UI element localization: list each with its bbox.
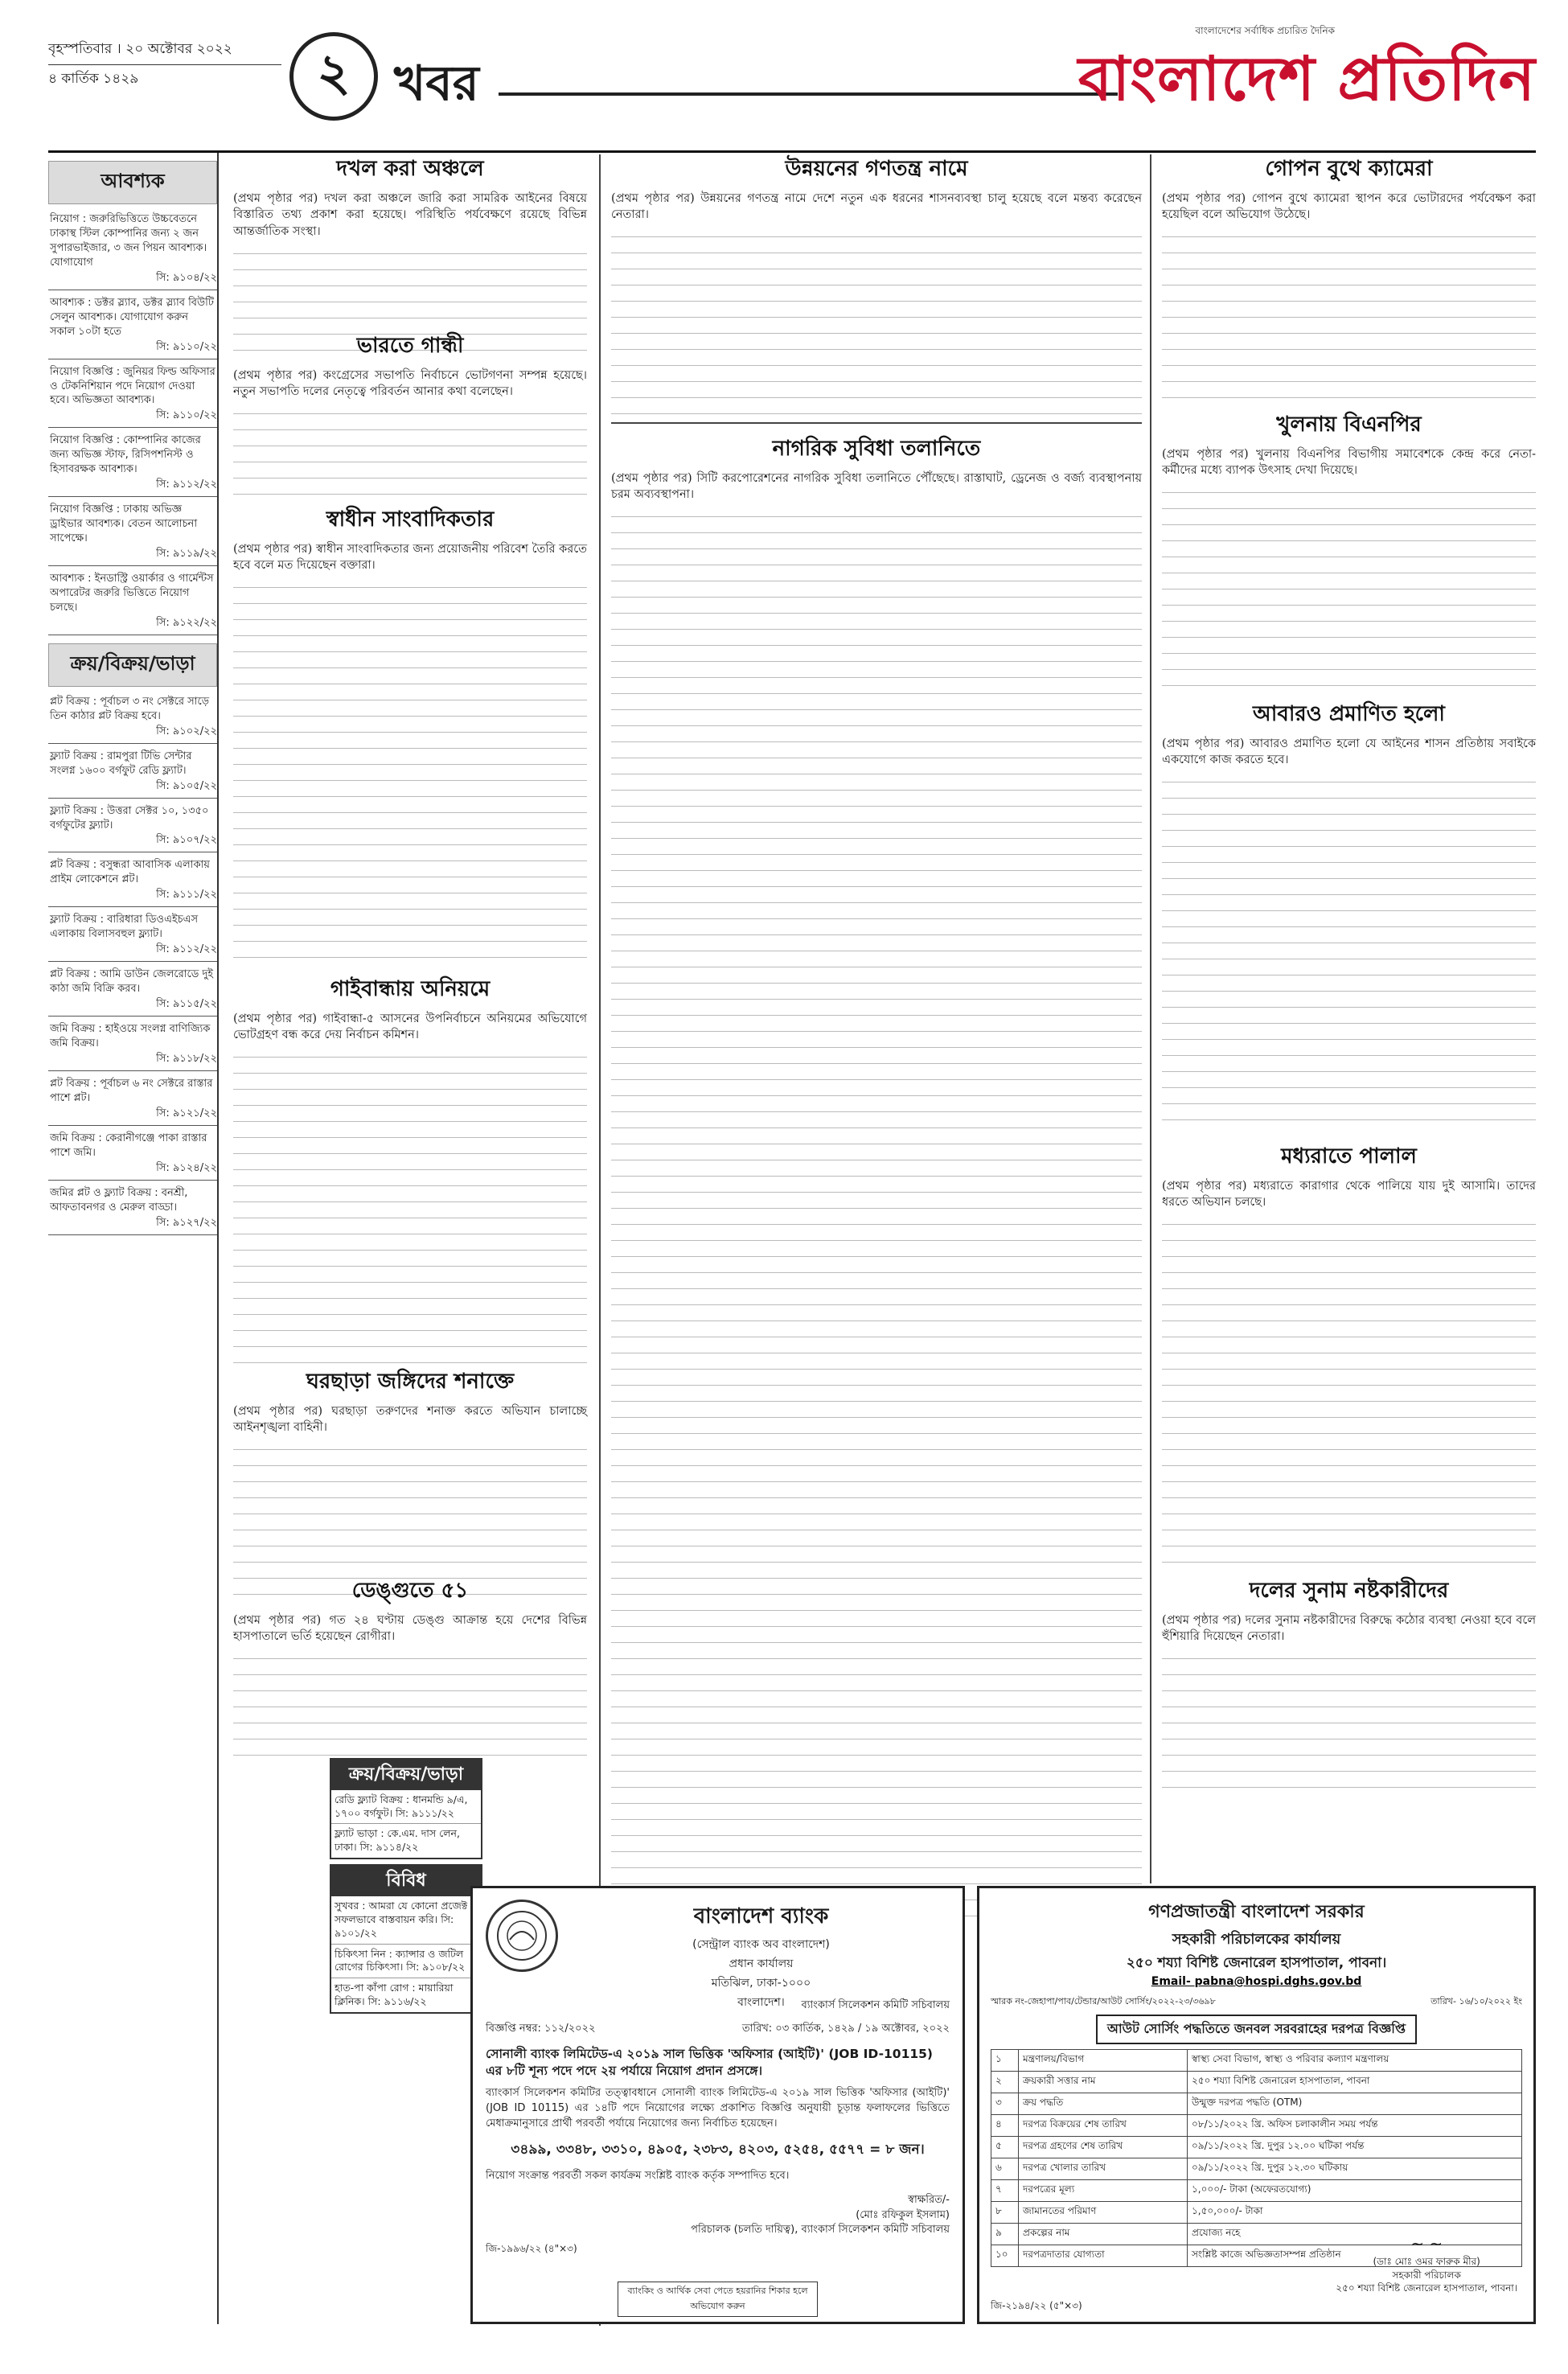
gov-office: সহকারী পরিচালকের কার্যালয়: [1172, 1931, 1341, 1948]
table-row: [991, 2202, 1522, 2224]
article-palal: [1162, 1142, 1536, 1568]
gov-email: Email- pabna@hospi.dghs.gov.bd: [1151, 1975, 1362, 1988]
table-row: [991, 2050, 1522, 2072]
gov-title: গণপ্রজাতন্ত্রী বাংলাদেশ সরকার: [1148, 1902, 1365, 1922]
table-cell: ৪: [991, 2115, 1019, 2137]
gov-headline: আউট সোর্সিং পদ্ধতিতে জনবল সরবরাহের দরপত্র বিজ্ঞপ্তি: [1096, 2015, 1417, 2044]
article-text-lines: [611, 227, 1142, 428]
article-text-lines: [1162, 1214, 1536, 1568]
headline: ঘরছাড়া জঙ্গিদের শনাক্তে: [306, 1370, 515, 1394]
classified-ref: সি: ৯১১৮/২২: [48, 1051, 217, 1071]
article-text-lines: [1162, 772, 1536, 1134]
classified-ref: সি: ৯১১০/২২: [48, 408, 217, 428]
table-row: [991, 2158, 1522, 2180]
page-number: ২: [289, 32, 378, 121]
bank-sign: স্বাক্ষরিত/-: [908, 2194, 950, 2207]
gov-sign-title: সহকারী পরিচালক: [1392, 2269, 1461, 2281]
article-body: (প্রথম পৃষ্ঠার পর) গাইবান্ধা-৫ আসনের উপনির্বাচনে অনিয়মের অভিযোগে ভোটগ্রহণ বন্ধ করে দেয় নির্বাচন কমিশন।: [233, 1012, 587, 1042]
headline: স্বাধীন সাংবাদিকতার: [326, 507, 495, 532]
article-nagorik: [611, 434, 1142, 1930]
classified-ref: সি: ৯১০৫/২২: [48, 778, 217, 799]
classified-ref: সি: ৯১২৪/২২: [48, 1160, 217, 1181]
bank-subname: (সেন্ট্রাল ব্যাংক অব বাংলাদেশ): [692, 1938, 830, 1951]
mini-ad-item: চিকিৎসা নিন : ক্যান্সার ও জটিল রোগের চিকিৎসা। সি: ৯১০৮/২২: [331, 1944, 481, 1978]
classified-ref: সি: ৯১২২/২২: [48, 615, 217, 635]
table-cell: ১০: [991, 2245, 1019, 2267]
bank-name: বাংলাদেশ ব্যাংক: [693, 1904, 829, 1928]
row-rule: [611, 422, 1142, 424]
classified-ref: সি: ৯১১১/২২: [48, 887, 217, 907]
mini-ad-buysell: [330, 1758, 482, 1859]
bank-committee: ব্যাংকার্স সিলেকশন কমিটি সচিবালয়: [801, 1999, 950, 2011]
table-cell: ৭: [991, 2180, 1019, 2202]
table-cell: সংশ্লিষ্ট কাজে অভিজ্ঞতাসম্পন্ন প্রতিষ্ঠান: [1188, 2245, 1522, 2267]
article-text-lines: [233, 577, 587, 971]
article-dengue: [233, 1576, 587, 1769]
article-text-lines: [611, 507, 1142, 1930]
masthead-rule: [499, 92, 1118, 96]
column-rule: [1150, 154, 1151, 1883]
bank-rolls: ৩৪৯৯, ৩৩৪৮, ৩৩১০, ৪৯০৫, ২৩৮৩, ৪২০৩, ৫২৫৪, ৫৫৭৭ = ৮ জন।: [511, 2142, 925, 2158]
article-body: (প্রথম পৃষ্ঠার পর) ঘরছাড়া তরুণদের শনাক্ত করতে অভিযান চালাচ্ছে আইনশৃঙ্খলা বাহিনী।: [233, 1404, 587, 1435]
table-cell: ৮: [991, 2202, 1019, 2224]
classified-ref: সি: ৯১০২/২২: [48, 724, 217, 744]
table-cell: ৩: [991, 2093, 1019, 2115]
classified-ad: প্লট বিক্রয় : পূর্বাচল ৬ নং সেক্টরে রাস্তার পাশে প্লট।: [50, 1077, 213, 1104]
article-body: (প্রথম পৃষ্ঠার পর) খুলনায় বিএনপির বিভাগীয় সমাবেশকে কেন্দ্র করে নেতা-কর্মীদের মধ্যে ব্যাপক উৎসাহ দেখা দিয়েছে।: [1162, 447, 1536, 478]
mini-ad-head: বিবিধ: [331, 1866, 481, 1896]
mini-ad-head: ক্রয়/বিক্রয়/ভাড়া: [331, 1760, 481, 1790]
classified-ad: প্লট বিক্রয় : আমি ডাউন জেলরোডে দুই কাঠা জমি বিক্রি করব।: [50, 968, 214, 996]
mini-ads: [330, 1753, 482, 2019]
classified-ref: সি: ৯১০৪/২২: [48, 270, 217, 290]
article-body: (প্রথম পৃষ্ঠার পর) দখল করা অঞ্চলে জারি করা সামরিক আইনের বিষয়ে বিস্তারিত তথ্য প্রকাশ করা হয়েছে। পরিস্থিতি পর্যবেক্ষণে রয়েছে বিভিন্ন আন্তর্জাতিক সংস্থা।: [233, 191, 587, 239]
mini-ad-misc: [330, 1864, 482, 2014]
article-text-lines: [233, 1047, 587, 1369]
table-cell: ৬: [991, 2158, 1019, 2180]
article-unnayan: [611, 154, 1142, 428]
headline: আবারও প্রমাণিত হলো: [1253, 702, 1445, 726]
mini-ad-item: রেডি ফ্ল্যাট বিক্রয় : ধানমন্ডি ৯/এ, ১৭০০ বর্গফুট। সি: ৯১১১/২২: [335, 1793, 468, 1819]
table-cell: ০৯/১১/২০২২ খ্রি. দুপুর ১২.৩০ ঘটিকায়: [1188, 2158, 1522, 2180]
headline: খুলনায় বিএনপির: [1276, 413, 1422, 437]
classified-ad: নিয়োগ বিজ্ঞপ্তি : জুনিয়র ফিল্ড অফিসার ও টেকনিশিয়ান পদে নিয়োগ দেওয়া হবে। অভিজ্ঞতা আবশ্যক।: [50, 365, 215, 407]
bank-country: বাংলাদেশ।: [737, 1996, 785, 2009]
bank-ref: জি-১৯৯৬/২২ (৪"×৩): [486, 2242, 577, 2254]
classified-ad: নিয়োগ : জরুরিভিত্তিতে উচ্চবেতনে ঢাকাস্থ স্টিল কোম্পানির জন্য ২ জন সুপারভাইজার, ৩ জন পিয়ন আবশ্যক। যোগাযোগ: [50, 213, 207, 269]
article-body: (প্রথম পৃষ্ঠার পর) মধ্যরাতে কারাগার থেকে পালিয়ে যায় দুই আসামি। তাদের ধরতে অভিযান চলছে।: [1162, 1179, 1536, 1210]
article-sangbadikota: [233, 505, 587, 971]
classified-ad: ফ্ল্যাট বিক্রয় : উত্তরা সেক্টর ১০, ১৩৫০ বর্গফুটের ফ্ল্যাট।: [50, 804, 209, 832]
classifieds-buysell-head: ক্রয়/বিক্রয়/ভাড়া: [48, 643, 217, 687]
table-cell: জামানতের পরিমাণ: [1019, 2202, 1188, 2224]
gov-tender-ad: [977, 1886, 1536, 2324]
article-body: (প্রথম পৃষ্ঠার পর) গোপন বুথে ক্যামেরা স্থাপন করে ভোটারদের পর্যবেক্ষণ করা হয়েছিল বলে অভিযোগ উঠেছে।: [1162, 191, 1536, 222]
bank-bottom-note: ব্যাংকিং ও আর্থিক সেবা পেতে হয়রানির শিকার হলে অভিযোগ করুন: [618, 2282, 818, 2317]
headline: দলের সুনাম নষ্টকারীদের: [1249, 1579, 1449, 1603]
table-cell: ৫: [991, 2137, 1019, 2158]
article-jongi: [233, 1367, 587, 1600]
classified-ref: সি: ৯১২৭/২২: [48, 1215, 217, 1235]
date-line: বৃহস্পতিবার । ২০ অক্টোবর ২০২২: [48, 41, 232, 57]
classified-ref: সি: ৯১১২/২২: [48, 942, 217, 962]
mini-ad-item: সুখবর : আমরা যে কোনো প্রজেক্ট সফলভাবে বাস্তবায়ন করি। সি: ৯১০১/২২: [335, 1899, 468, 1939]
classified-ref: সি: ৯১১২/২২: [48, 477, 217, 497]
table-cell: প্রযোজ্য নহে: [1188, 2224, 1522, 2245]
table-row: [991, 2093, 1522, 2115]
headline: ডেঙ্গুতে ৫১: [351, 1579, 469, 1603]
table-cell: স্বাস্থ্য সেবা বিভাগ, স্বাস্থ্য ও পরিবার কল্যাণ মন্ত্রণালয়: [1188, 2050, 1522, 2072]
classified-ad: নিয়োগ বিজ্ঞপ্তি : কোম্পানির কাজের জন্য অভিজ্ঞ স্টাফ, রিসিপশনিস্ট ও হিসাবরক্ষক আবশ্যক।: [50, 434, 201, 476]
bank-address: মতিঝিল, ঢাকা-১০০০: [711, 1977, 811, 1990]
classified-ad: আবশ্যক : ডক্টর স্ল্যাব, ডক্টর স্ল্যাব বিউটি সেলুন আবশ্যক। যোগাযোগ করুন সকাল ১০টা হতে: [50, 296, 214, 338]
headline: ভারতে গান্ধী: [356, 334, 464, 358]
bangla-date-line: ৪ কার্তিক ১৪২৯: [48, 64, 281, 91]
table-cell: ক্রয় পদ্ধতি: [1019, 2093, 1188, 2115]
article-text-lines: [1162, 483, 1536, 700]
classified-ad: প্লট বিক্রয় : পূর্বাচল ৩ নং সেক্টরে সাড়ে তিন কাঠার প্লট বিক্রয় হবে।: [50, 695, 210, 722]
classified-ad: জমি বিক্রয় : কেরানীগঞ্জে পাকা রাস্তার পাশে জমি।: [50, 1132, 207, 1159]
article-proman: [1162, 700, 1536, 1134]
mini-ad-item: ফ্ল্যাট ভাড়া : কে.এম. দাস লেন, ঢাকা। সি: ৯১১৪/২২: [331, 1823, 481, 1858]
article-camera: [1162, 154, 1536, 412]
section-title: খবর: [394, 55, 479, 112]
gov-hospital: ২৫০ শয্যা বিশিষ্ট জেনারেল হাসপাতাল, পাবনা।: [1126, 1955, 1387, 1971]
article-body: (প্রথম পৃষ্ঠার পর) দলের সুনাম নষ্টকারীদের বিরুদ্ধে কঠোর ব্যবস্থা নেওয়া হবে বলে হুঁশিয়ারি দিয়েছেন নেতারা।: [1162, 1613, 1536, 1644]
article-body: (প্রথম পৃষ্ঠার পর) উন্নয়নের গণতন্ত্র নামে দেশে নতুন এক ধরনের শাসনব্যবস্থা চালু হয়েছে বলে মন্তব্য করেছেন নেতারা।: [611, 191, 1142, 222]
table-cell: প্রকল্পের নাম: [1019, 2224, 1188, 2245]
headline: উন্নয়নের গণতন্ত্র নামে: [785, 157, 968, 181]
table-row: [991, 2137, 1522, 2158]
classified-ad: ফ্ল্যাট বিক্রয় : রামপুরা টিভি সেন্টার সংলগ্ন ১৬০০ বর্গফুট রেডি ফ্ল্যাট।: [50, 750, 192, 777]
gov-date: তারিখ- ১৬/১০/২০২২ ইং: [1430, 1996, 1522, 2006]
gov-sign-name: (ডাঃ মোঃ ওমর ফারুক মীর): [1373, 2256, 1480, 2268]
bangladesh-bank-ad: [470, 1886, 965, 2324]
classified-ref: সি: ৯১১৫/২২: [48, 996, 217, 1017]
bank-body: ব্যাংকার্স সিলেকশন কমিটির তত্ত্বাবধানে সোনালী ব্যাংক লিমিটেড-এ ২০১৯ সাল ভিত্তিক 'অফিসার (আইটি)' (JOB ID 10115) এর ১৪টি পদে নিয়োগের লক্ষ্যে প্রকাশিত বিজ্ঞপ্তি অনুযায়ী চূড়ান্ত ফলাফলের ভিত্তিতে মেধাক্রমানুসারে প্রার্থী পরবর্তী পর্যায়ে নিয়োগের জন্য নির্বাচিত হয়েছেন।: [486, 2086, 950, 2130]
article-body: (প্রথম পৃষ্ঠার পর) স্বাধীন সাংবাদিকতার জন্য প্রয়োজনীয় পরিবেশ তৈরি করতে হবে বলে মত দিয়েছেন বক্তারা।: [233, 542, 587, 573]
headline: মধ্যরাতে পালাল: [1281, 1144, 1417, 1169]
table-cell: দরপত্র গ্রহণের শেষ তারিখ: [1019, 2137, 1188, 2158]
classifieds-jobs-head: আবশ্যক: [48, 161, 217, 204]
article-body: (প্রথম পৃষ্ঠার পর) আবারও প্রমাণিত হলো যে আইনের শাসন প্রতিষ্ঠায় সবাইকে একযোগে কাজ করতে হবে।: [1162, 737, 1536, 767]
classified-ref: সি: ৯১০৭/২২: [48, 832, 217, 852]
article-khulna: [1162, 410, 1536, 700]
bank-footer: নিয়োগ সংক্রান্ত পরবর্তী সকল কার্যক্রম সংশ্লিষ্ট ব্যাংক কর্তৃক সম্পাদিত হবে।: [486, 2170, 790, 2183]
article-text-lines: [1162, 227, 1536, 412]
article-gaibandha: [233, 975, 587, 1369]
bank-office: প্রধান কার্যালয়: [729, 1957, 794, 1970]
bank-headline: সোনালী ব্যাংক লিমিটেড-এ ২০১৯ সাল ভিত্তিক 'অফিসার (আইটি)' (JOB ID-10115) এর ৮টি শূন্য পদে পদে ২য় পর্যায়ে নিয়োগ প্রদান প্রসঙ্গে।: [486, 2047, 934, 2078]
article-body: (প্রথম পৃষ্ঠার পর) গত ২৪ ঘণ্টায় ডেঙ্গু আক্রান্ত হয়ে দেশের বিভিন্ন হাসপাতালে ভর্তি হয়েছেন রোগীরা।: [233, 1613, 587, 1644]
bank-sign-name: (মোঃ রফিকুল ইসলাম): [856, 2208, 950, 2221]
gov-signature-mark: ~ ~: [1410, 2234, 1443, 2254]
table-cell: দরপত্রের মূল্য: [1019, 2180, 1188, 2202]
classified-ad: প্লট বিক্রয় : বসুন্ধরা আবাসিক এলাকায় প্রাইম লোকেশনে প্লট।: [50, 859, 210, 886]
table-cell: মন্ত্রণালয়/বিভাগ: [1019, 2050, 1188, 2072]
table-cell: উন্মুক্ত দরপত্র পদ্ধতি (OTM): [1188, 2093, 1522, 2115]
table-cell: ক্রয়কারী সত্তার নাম: [1019, 2072, 1188, 2093]
classified-ad: জমির প্লট ও ফ্ল্যাট বিক্রয় : বনশ্রী, আফতাবনগর ও মেরুল বাড্ডা।: [50, 1186, 188, 1214]
headline: গাইবান্ধায় অনিয়মে: [330, 977, 491, 1001]
table-cell: ৯: [991, 2224, 1019, 2245]
classified-ref: সি: ৯১২১/২২: [48, 1106, 217, 1126]
classified-ad: আবশ্যক : ইনডাস্ট্রি ওয়ার্কার ও গার্মেন্টস অপারেটর জরুরি ভিত্তিতে নিয়োগ চলছে।: [50, 573, 214, 614]
classifieds-jobs-list: [48, 209, 217, 635]
classifieds-column: [48, 153, 219, 2324]
table-row: [991, 2115, 1522, 2137]
gov-ref: জি-২১৯৪/২২ (৫"×৩): [991, 2300, 1082, 2311]
classified-ref: সি: ৯১১৯/২২: [48, 546, 217, 566]
brand-tagline: বাংলাদেশের সর্বাধিক প্রচারিত দৈনিক: [1195, 25, 1335, 36]
table-cell: দরপত্রদাতার যোগ্যতা: [1019, 2245, 1188, 2267]
bank-notice-date: তারিখ: ০৩ কার্তিক, ১৪২৯ / ১৯ অক্টোবর, ২০২২: [741, 2023, 950, 2035]
table-row: [991, 2072, 1522, 2093]
table-cell: ১: [991, 2050, 1019, 2072]
classifieds-buysell-list: [48, 692, 217, 1235]
masthead: [48, 25, 1536, 153]
headline: দখল করা অঞ্চলে: [336, 157, 484, 181]
headline: গোপন বুথে ক্যামেরা: [1265, 157, 1433, 181]
bank-notice-no: বিজ্ঞপ্তি নম্বর: ১১২/২০২২: [486, 2023, 596, 2035]
table-cell: ১,০০০/- টাকা (অফেরতযোগ্য): [1188, 2180, 1522, 2202]
table-cell: দরপত্র খোলার তারিখ: [1019, 2158, 1188, 2180]
classified-ad: নিয়োগ বিজ্ঞপ্তি : ঢাকায় অভিজ্ঞ ড্রাইভার আবশ্যক। বেতন আলোচনা সাপেক্ষে।: [50, 503, 198, 545]
table-cell: ২: [991, 2072, 1019, 2093]
classified-ref: সি: ৯১১০/২২: [48, 339, 217, 359]
mini-ad-item: হাত-পা কাঁপা রোগ : মায়ারিয়া ক্লিনিক। সি: ৯১১৬/২২: [331, 1978, 481, 2012]
table-cell: ১,৫০,০০০/- টাকা: [1188, 2202, 1522, 2224]
article-text-lines: [233, 1649, 587, 1769]
bank-sign-title: পরিচালক (চলতি দায়িত্ব), ব্যাংকার্স সিলেকশন কমিটি সচিবালয়: [691, 2223, 950, 2236]
classified-ad: জমি বিক্রয় : হাইওয়ে সংলগ্ন বাণিজ্যিক জমি বিক্রয়।: [50, 1023, 211, 1049]
classified-ad: ফ্ল্যাট বিক্রয় : বারিধারা ডিওএইচএস এলাকায় বিলাসবহুল ফ্ল্যাট।: [50, 914, 199, 941]
article-sunam: [1162, 1576, 1536, 1801]
table-cell: দরপত্র বিক্রয়ের শেষ তারিখ: [1019, 2115, 1188, 2137]
table-row: [991, 2180, 1522, 2202]
article-gandhi: [233, 331, 587, 508]
article-body: (প্রথম পৃষ্ঠার পর) সিটি করপোরেশনের নাগরিক সুবিধা তলানিতে পৌঁছেছে। রাস্তাঘাট, ড্রেনেজ ও বর্জ্য ব্যবস্থাপনায় চরম অব্যবস্থাপনা।: [611, 471, 1142, 502]
bank-seal-icon: [486, 1900, 558, 1972]
gov-memo: স্মারক নং-জেহাপা/পাব/টেন্ডার/আউট সোর্সিং/২০২২-২৩/৩৬৯৮: [991, 1996, 1216, 2006]
table-cell: ০৮/১১/২০২২ খ্রি. অফিস চলাকালীন সময় পর্যন্ত: [1188, 2115, 1522, 2137]
article-text-lines: [233, 404, 587, 508]
table-cell: ২৫০ শয্যা বিশিষ্ট জেনারেল হাসপাতাল, পাবনা: [1188, 2072, 1522, 2093]
gov-sign-org: ২৫০ শয্যা বিশিষ্ট জেনারেল হাসপাতাল, পাবনা।: [1336, 2282, 1517, 2294]
brand-logo: বাংলাদেশ প্রতিদিন: [1077, 43, 1536, 114]
table-cell: ০৯/১১/২০২২ খ্রি. দুপুর ১২.০০ ঘটিকা পর্যন্ত: [1188, 2137, 1522, 2158]
headline: নাগরিক সুবিধা তলানিতে: [772, 437, 981, 461]
article-body: (প্রথম পৃষ্ঠার পর) কংগ্রেসের সভাপতি নির্বাচনে ভোটগণনা সম্পন্ন হয়েছে। নতুন সভাপতি দলের নেতৃত্বে পরিবর্তন আনার কথা বলেছেন।: [233, 368, 587, 399]
article-text-lines: [1162, 1649, 1536, 1801]
